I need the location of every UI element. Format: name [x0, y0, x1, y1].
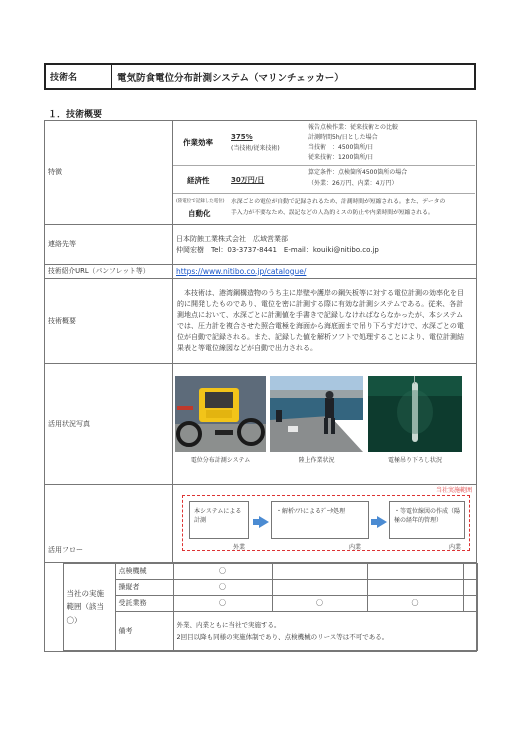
- overview-line: では、圧力計を複合させた照合電極を海面から海底面まで吊り下ろすだけで、水深ごとの電: [177, 322, 464, 330]
- photo-caption: 電位分布計測システム: [190, 457, 251, 464]
- economy-value: 30万円/日: [231, 175, 265, 184]
- overview-text: [173, 279, 477, 364]
- economy-label: 経済性: [187, 175, 210, 185]
- overview-line: 本技術は、港湾鋼構造物のうち主に岸壁や護岸の鋼矢板等に対する電位計測の効率化を目: [177, 289, 464, 298]
- efficiency-note: 計測時間5h/日とした場合: [308, 133, 378, 141]
- overview-line: 果表と等電位線図などが自動で出力される。: [177, 343, 317, 352]
- remark-line: 外業、内業ともに当社で実施する。: [176, 620, 281, 629]
- economy-note: 算定条件：点検箇所4500箇所の場合: [308, 168, 408, 176]
- flow-step: ・等電位線図の作成（陽極の経年的管理）: [389, 501, 465, 539]
- contact-label: 連絡先等: [45, 225, 173, 265]
- contact-company: 日本防蝕工業株式会社 広域営業部: [176, 234, 288, 243]
- photo-caption: 陸上作業状況: [298, 457, 335, 464]
- onshore-work-photo: [270, 376, 363, 452]
- scope-mark: 〇: [367, 596, 463, 612]
- automation-text-1: 水深ごとの電位が自動で記録されるため、計測時間が短縮される。また、データの: [231, 198, 446, 205]
- overview-line: 測地点において、水深ごとに計測値を手書きで記録しなければならなかったが、本システム: [177, 311, 464, 320]
- flow-step: ・解析ｿﾌﾄによるﾃﾞｰﾀ処理: [271, 501, 369, 539]
- remark-line: 2回目以降も同様の実施体制であり、点検機械のリース等は不可である。: [176, 633, 389, 641]
- efficiency-label: 作業効率: [183, 137, 213, 147]
- flow-location: 外業: [233, 544, 246, 551]
- remarks-label: 備考: [115, 612, 173, 651]
- title-box: [44, 63, 476, 90]
- photo-caption: 電極吊り下ろし状況: [387, 457, 442, 464]
- flow-arrow: [377, 516, 387, 528]
- automation-prefix: (陸電位で記録した電位): [176, 198, 225, 204]
- flow-step: 本システムによる計測: [189, 501, 249, 539]
- flow-arrow: [259, 516, 269, 528]
- efficiency-note: 従来技術：1200箇所/日: [308, 153, 374, 161]
- device-photo: [175, 376, 266, 452]
- catalogue-link[interactable]: https://www.nitibo.co.jp/catalogue/: [176, 266, 307, 276]
- range-label: 当社実施範囲: [435, 487, 472, 494]
- scope-label: 〇）: [66, 615, 82, 625]
- scope-mark: [367, 580, 463, 596]
- flow-cell: [173, 485, 476, 562]
- photos-label: 活用状況写真: [45, 364, 173, 485]
- scope-mark: [367, 564, 463, 580]
- url-label: 技術紹介URL（パンフレット等）: [45, 265, 173, 279]
- divider: [173, 193, 475, 194]
- overview-line: 的に開発したものであり、電位を密に計測する際に有効な計測システムである。従来、各計: [177, 300, 464, 309]
- scope-mark: [272, 564, 367, 580]
- overview-line: 位が自動で記録される。また、記録した値を解析ソフトで処理することにより、電位計測結: [177, 332, 464, 341]
- overview-label: 技術概要: [45, 279, 173, 364]
- scope-label: 範囲（該当: [66, 602, 104, 612]
- section-heading: １．技術概要: [48, 110, 103, 120]
- scope-label: 当社の実施: [66, 588, 104, 598]
- scope-mark: [272, 580, 367, 596]
- scope-mark: 〇: [173, 580, 272, 596]
- economy-note: （外業：26万円、内業：4万円）: [308, 179, 398, 187]
- automation-text-2: 手入力が不要なため、誤記などの人為的ミスの防止や内業時間が短縮される。: [231, 209, 434, 216]
- electrode-lowering-photo: [368, 376, 462, 452]
- features-label: 特徴: [45, 121, 173, 225]
- automation-label: 自動化: [188, 208, 211, 218]
- divider: [173, 165, 475, 166]
- contact-person: 仲岡宏樹 Tel：03-3737-8441 E-mail：kouiki@nitibo.co.jp: [176, 245, 379, 254]
- scope-table: [45, 563, 478, 651]
- scope-mark: 〇: [272, 596, 367, 612]
- features-cell: [173, 122, 475, 224]
- technology-name: 電気防食電位分布計測システム（マリンチェッカー）: [117, 72, 344, 84]
- efficiency-note: 当技術 ：4500箇所/日: [308, 143, 374, 151]
- title-label: 技術名: [46, 65, 112, 88]
- photos-cell: [173, 364, 476, 484]
- efficiency-value: 375%: [231, 132, 253, 141]
- overview-table: [44, 120, 477, 652]
- scope-item: 操縦者: [115, 580, 173, 596]
- flow-label: 活用フロー: [45, 485, 173, 563]
- scope-item: 受託業務: [115, 596, 173, 612]
- efficiency-note: 報告点検作業：従来技術との比較: [308, 123, 399, 131]
- efficiency-sub: (当技術/従来技術): [231, 144, 280, 152]
- flow-location: 内業: [449, 544, 462, 551]
- flow-location: 内業: [349, 544, 362, 551]
- scope-item: 点検機械: [115, 564, 173, 580]
- scope-mark: 〇: [173, 564, 272, 580]
- scope-mark: 〇: [173, 596, 272, 612]
